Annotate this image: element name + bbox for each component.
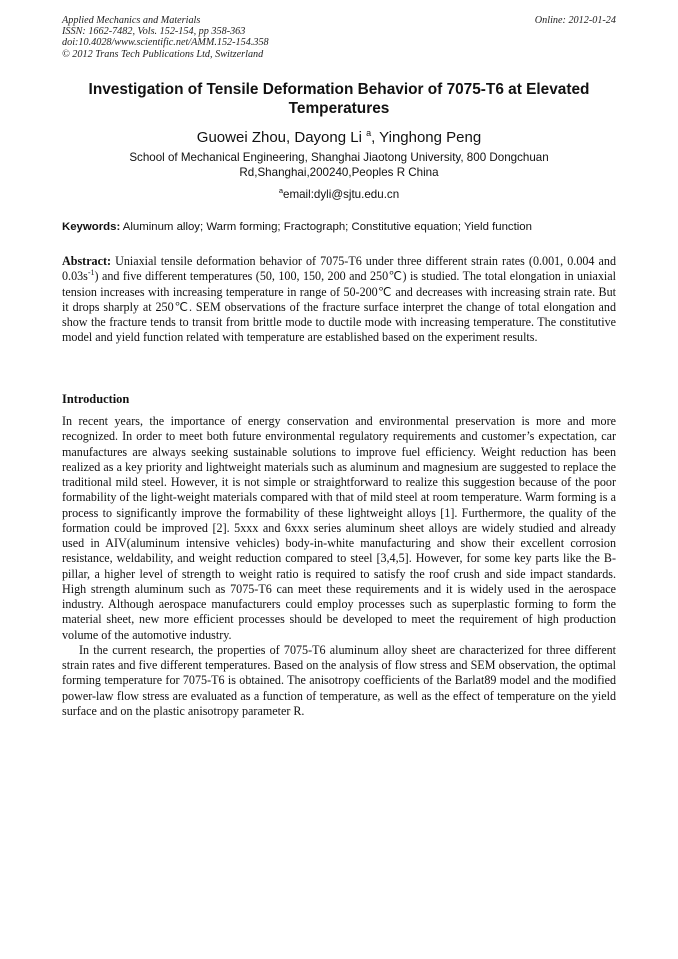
section-heading: Introduction bbox=[62, 392, 130, 406]
doi-line: doi:10.4028/www.scientific.net/AMM.152-154.358 bbox=[62, 37, 269, 49]
author-list bbox=[62, 124, 616, 147]
author-name: Guowei Zhou, bbox=[196, 129, 295, 146]
paper-title: Investigation of Tensile Deformation Behavior of 7075-T6 at Elevated Temperatures bbox=[88, 81, 590, 117]
paragraph: In recent years, the importance of energy conservation and environmental preservation is more and more recognized. In order to meet both future environmental regulatory requirements and customer’s expectation, car manufactures are always seeking sustainable solutions to improve fuel efficiency. Weight reduction has been realized as a key priority and lightweight materials such as aluminum and magnesium are suggested to replace the traditional mild steel. However, it is not simple or straightforward to realize this suggestion because of the poor formability of the light-weight materials compared with that of mild steel at room temperature. Warm forming is a process to significantly improve the formability of these lightweight alloys [1]. Furthermore, the quality of the formation could be improved [2]. 5xxx and 6xxx series aluminum sheet alloys are widely studied and already used in AIV(aluminum intensive vehicles) body-in-white manufacturing and show their excellent corrosion resistance, weldability, and weight reduction compared to steel [3,4,5]. However, for some key parts like the B-pillar, a higher level of strength to weight ratio is required to satisfy the roof crush and side impact standards. High strength aluminum such as 7075-T6 can meet these requirements and it is widely used in the aerospace industry. Although aerospace manufacturers could employ processes such as superplastic forming to form the material sheet, new more efficient processes should be developed to meet the requirement of high production volume of the automotive industry. bbox=[62, 414, 616, 642]
affiliation: School of Mechanical Engineering, Shanghai Jiaotong University, 800 Dongchuan Rd,Shanghai,200240,Peoples R China bbox=[129, 151, 549, 179]
keywords-label: Keywords: bbox=[62, 221, 121, 233]
email-text: email:dyli@sjtu.edu.cn bbox=[283, 188, 400, 201]
keywords-text: Aluminum alloy; Warm forming; Fractograph; Constitutive equation; Yield function bbox=[120, 221, 532, 233]
email-mark: a bbox=[278, 186, 283, 195]
abstract-superscript: -1 bbox=[87, 268, 95, 278]
abstract-text: ) and five different temperatures (50, 100, 150, 200 and 250℃) is studied. The total elongation in uniaxial tension increases with increasing temperature in range of 50-200℃ and decreases with increasing strain rate. But it drops sharply at 250℃. SEM observations of the fracture surface interpret the change of total elongation and show the fracture tends to transit from brittle mode to ductile mode with increasing temperature. The constitutive model and yield function related with temperature are established based on the experiment results. bbox=[62, 269, 616, 345]
introduction-body bbox=[62, 414, 616, 719]
contact-email bbox=[62, 184, 616, 202]
copyright-line: © 2012 Trans Tech Publications Ltd, Switzerland bbox=[62, 48, 264, 60]
journal-info bbox=[62, 15, 616, 60]
abstract bbox=[62, 254, 616, 346]
author-name: Dayong Li bbox=[294, 129, 367, 146]
abstract-label: Abstract: bbox=[62, 254, 112, 268]
issn-line: ISSN: 1662-7482, Vols. 152-154, pp 358-363 bbox=[62, 26, 246, 38]
abstract-text: Uniaxial tensile deformation behavior of 7075-T6 under three different strain rates (0.001, 0.004 and 0.03s bbox=[62, 254, 616, 284]
keywords bbox=[62, 220, 616, 234]
journal-header bbox=[62, 15, 616, 60]
online-date: Online: 2012-01-24 bbox=[534, 15, 616, 26]
paragraph: In the current research, the properties of 7075-T6 aluminum alloy sheet are characterized for three different strain rates and five different temperatures. Based on the analysis of flow stress and SEM observation, the optimal forming temperature for 7075-T6 is obtained. The anisotropy coefficients of the Barlat89 model and the modified power-law flow stress are evaluated as a function of temperature, as well as the effect of temperature on the yield surface and on the plastic anisotropy parameter R. bbox=[62, 642, 616, 718]
author-name: , Yinghong Peng bbox=[371, 129, 482, 146]
author-affiliation-mark: a bbox=[366, 128, 372, 138]
journal-name: Applied Mechanics and Materials bbox=[62, 15, 201, 26]
